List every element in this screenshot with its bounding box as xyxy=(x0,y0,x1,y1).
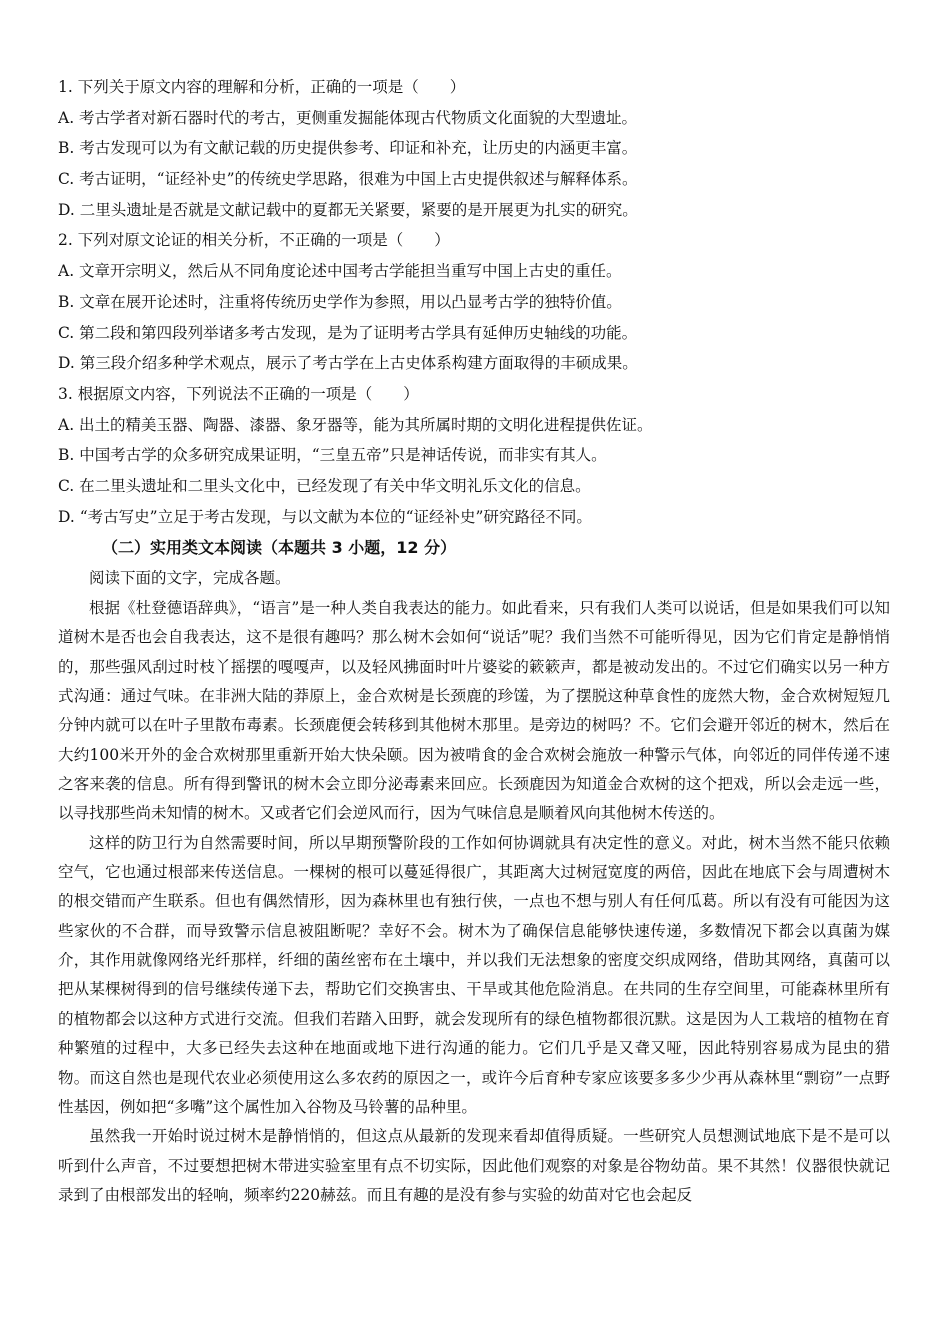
answer-option-b: B. 文章在展开论述时，注重将传统历史学作为参照，用以凸显考古学的独特价值。 xyxy=(58,292,622,311)
answer-option-a: A. 出土的精美玉器、陶器、漆器、象牙器等，能为其所属时期的文明化进程提供佐证。 xyxy=(58,415,653,434)
document-page xyxy=(58,72,890,1210)
answer-option-c: C. 第二段和第四段列举诸多考古发现，是为了证明考古学具有延伸历史轴线的功能。 xyxy=(58,323,638,342)
question-stem: 2. 下列对原文论证的相关分析，不正确的一项是（ ） xyxy=(58,231,450,250)
reading-passage xyxy=(58,594,890,1210)
answer-option-b: B. 中国考古学的众多研究成果证明，“三皇五帝”只是神话传说，而非实有其人。 xyxy=(58,446,607,465)
answer-option-d: D. “考古写史”立足于考古发现，与以文献为本位的“证经补史”研究路径不同。 xyxy=(58,507,592,526)
question-stem: 3. 根据原文内容，下列说法不正确的一项是（ ） xyxy=(58,384,419,403)
reading-instruction: 阅读下面的文字，完成各题。 xyxy=(89,569,291,588)
answer-option-a: A. 考古学者对新石器时代的考古，更侧重发掘能体现古代物质文化面貌的大型遗址。 xyxy=(58,108,638,127)
answer-option-a: A. 文章开宗明义，然后从不同角度论述中国考古学能担当重写中国上古史的重任。 xyxy=(58,262,622,281)
answer-option-c: C. 考古证明，“证经补史”的传统史学思路，很难为中国上古史提供叙述与解释体系。 xyxy=(58,170,638,189)
question-2 xyxy=(58,225,890,378)
passage-paragraph-3: 虽然我一开始时说过树木是静悄悄的，但这点从最新的发现来看却值得质疑。一些研究人员想测试地底下是不是可以听到什么声音，不过要想把树木带进实验室里有点不切实际，因此他们观察的对象是谷物幼苗。果不其然！仪器很快就记录到了由根部发出的轻响，频率约220赫兹。而且有趣的是没有参与实验的幼苗对它也会起反 xyxy=(58,1127,890,1204)
section-heading: （二）实用类文本阅读（本题共 3 小题，12 分） xyxy=(102,538,457,558)
answer-option-c: C. 在二里头遗址和二里头文化中，已经发现了有关中华文明礼乐文化的信息。 xyxy=(58,476,591,495)
answer-option-d: D. 二里头遗址是否就是文献记载中的夏都无关紧要，紧要的是开展更为扎实的研究。 xyxy=(58,200,638,219)
passage-paragraph-2: 这样的防卫行为自然需要时间，所以早期预警阶段的工作如何协调就具有决定性的意义。对此，树木当然不能只依赖空气，它也通过根部来传送信息。一棵树的根可以蔓延得很广，其距离大过树冠宽度的两倍，因此在地底下会与周遭树木的根交错而产生联系。但也有偶然情形，因为森林里也有独行侠，一点也不想与别人有任何瓜葛。所以有没有可能因为这些家伙的不合群，而导致警示信息被阻断呢？幸好不会。树木为了确保信息能够快速传递，多数情况下都会以真菌为媒介，其作用就像网络光纤那样，纤细的菌丝密布在土壤中，并以我们无法想象的密度交织成网络，借助其网络，真菌可以把从某棵树得到的信号继续传递下去，帮助它们交换害虫、干旱或其他危险消息。在共同的生存空间里，可能森林里所有的植物都会以这种方式进行交流。但我们若踏入田野，就会发现所有的绿色植物都很沉默。这是因为人工栽培的植物在育种繁殖的过程中，大多已经失去这种在地面或地下进行沟通的能力。它们几乎是又聋又哑，因此特别容易成为昆虫的猎物。而这自然也是现代农业必须使用这么多农药的原因之一，或许今后育种专家应该要多多少少再从森林里“剽窃”一点野性基因，例如把“多嘴”这个属性加入谷物及马铃薯的品种里。 xyxy=(58,833,890,1116)
question-3 xyxy=(58,379,890,532)
answer-option-b: B. 考古发现可以为有文献记载的历史提供参考、印证和补充，让历史的内涵更丰富。 xyxy=(58,139,638,158)
question-1 xyxy=(58,72,890,225)
answer-option-d: D. 第三段介绍多种学术观点，展示了考古学在上古史体系构建方面取得的丰硕成果。 xyxy=(58,354,638,373)
question-stem: 1. 下列关于原文内容的理解和分析，正确的一项是（ ） xyxy=(58,78,466,96)
passage-paragraph-1: 根据《杜登德语辞典》，“语言”是一种人类自我表达的能力。如此看来，只有我们人类可以说话，但是如果我们可以知道树木是否也会自我表达，这不是很有趣吗？那么树木会如何“说话”呢？我们当然不可能听得见，因为它们肯定是静悄悄的，那些强风刮过时枝丫摇摆的嘎嘎声，以及轻风拂面时叶片婆娑的簌簌声，都是被动发出的。不过它们确实以另一种方式沟通：通过气味。在非洲大陆的莽原上，金合欢树是长颈鹿的珍馐，为了摆脱这种草食性的庞然大物，金合欢树短短几分钟内就可以在叶子里散布毒素。长颈鹿便会转移到其他树木那里。是旁边的树吗？不。它们会避开邻近的树木，然后在大约100米开外的金合欢树那里重新开始大快朵颐。因为被啃食的金合欢树会施放一种警示气体，向邻近的同伴传递不速之客来袭的信息。所有得到警讯的树木会立即分泌毒素来回应。长颈鹿因为知道金合欢树的这个把戏，所以会走远一些，以寻找那些尚未知情的树木。又或者它们会逆风而行，因为气味信息是顺着风向其他树木传送的。 xyxy=(58,599,890,823)
